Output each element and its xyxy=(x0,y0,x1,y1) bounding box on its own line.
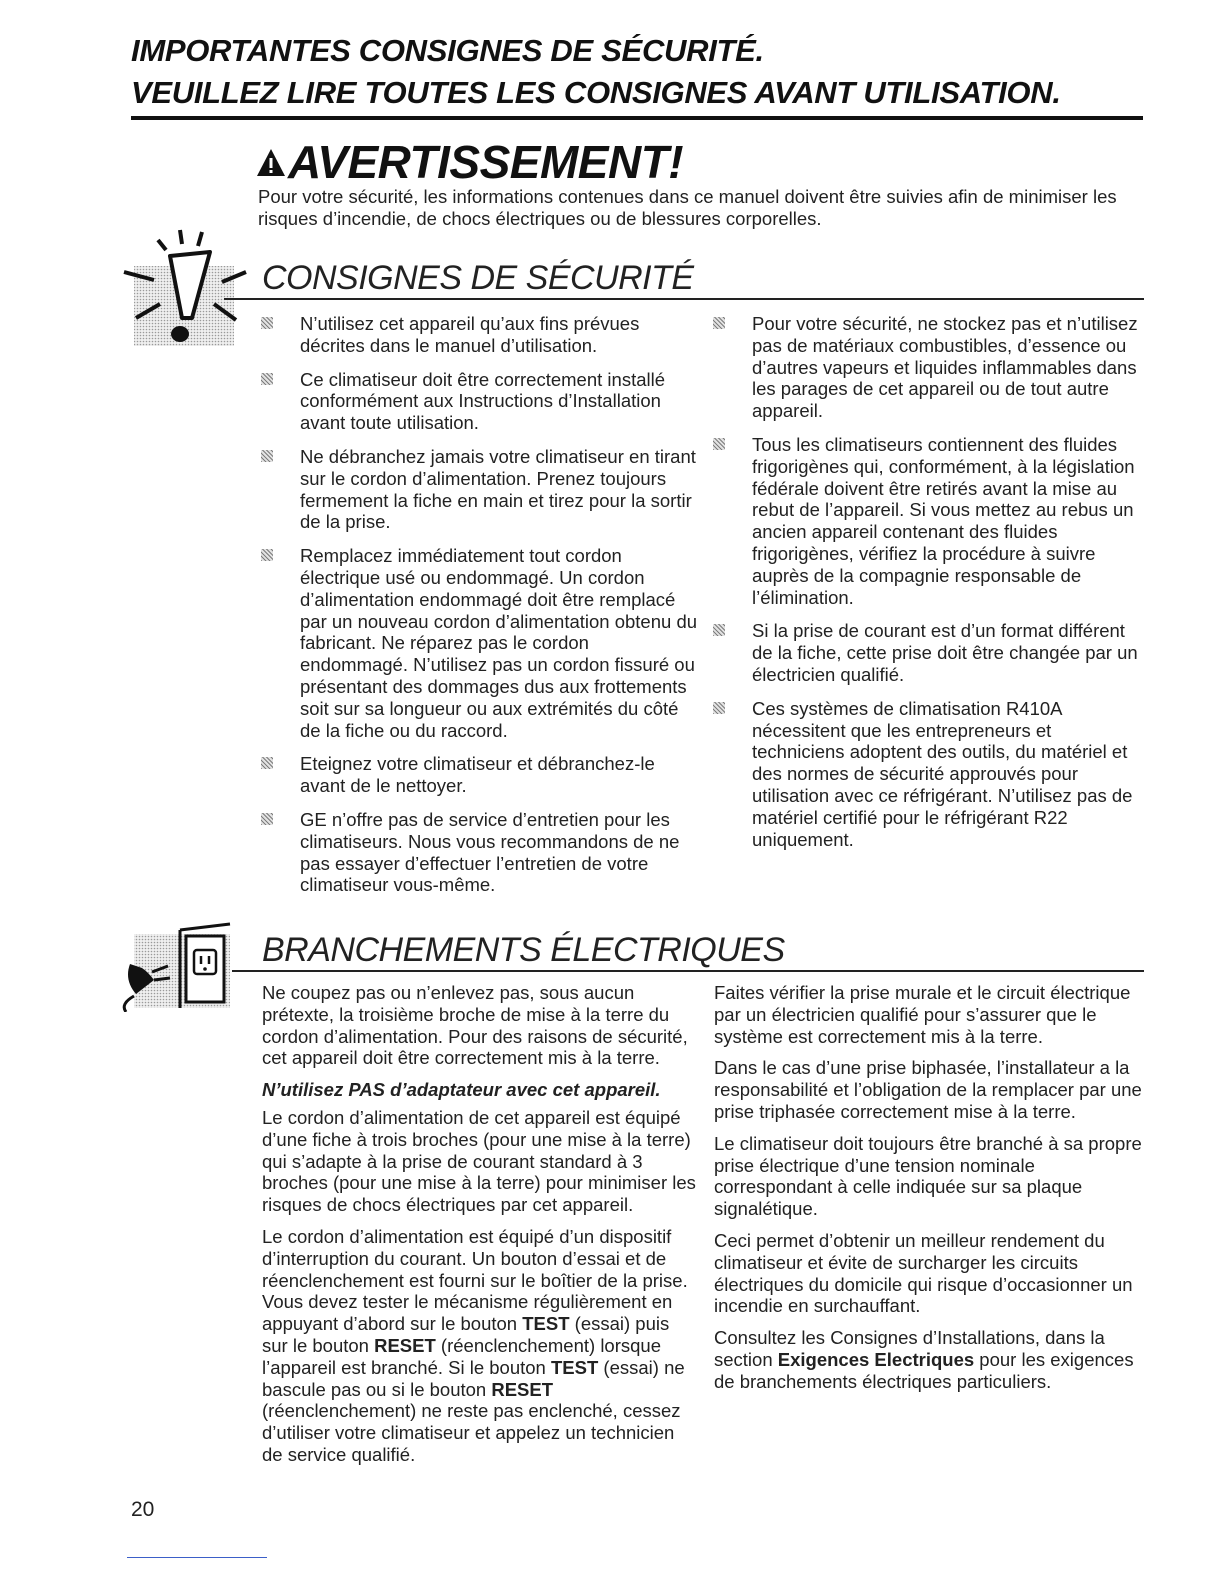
electrical-right-paragraph: Dans le cas d’une prise biphasée, l’installateur a la responsabilité et l’obligation de la remplacer par une prise triphasée correctement mise à la terre. xyxy=(714,1057,1142,1122)
text-run: (réenclenchement) ne reste pas enclenché, cessez d’utiliser votre climatiseur et appelez un technicien de service qualifié. xyxy=(262,1400,681,1465)
warning-triangle-icon xyxy=(256,148,286,178)
safety-item: Ne débranchez jamais votre climatiseur en tirant sur le cordon d’alimentation. Prenez toujours fermement la fiche en main et tirez pour la sortir de la prise. xyxy=(258,446,698,533)
test-button-label: TEST xyxy=(522,1313,570,1335)
electrical-left-paragraph: Ne coupez pas ou n’enlevez pas, sous aucun prétexte, la troisième broche de mise à la terre du cordon d’alimentation. Pour des raisons de sécurité, cet appareil doit être correctement mis à la terre. xyxy=(262,982,688,1069)
text-run: (essai) ne bascule pas ou si le bouton xyxy=(262,1356,685,1400)
safety-item: Ce climatiseur doit être correctement installé conformément aux Instructions d’Installation avant toute utilisation. xyxy=(258,369,698,434)
reset-button-label: RESET xyxy=(374,1334,436,1356)
safety-item: Eteignez votre climatiseur et débranchez-le avant de le nettoyer. xyxy=(258,753,698,797)
electrical-right-paragraph: Le climatiseur doit toujours être branché à sa propre prise électrique d’une tension nominale correspondant à celle indiquée sur sa plaque signalétique. xyxy=(714,1132,1142,1220)
bottom-rule xyxy=(127,1557,267,1558)
safety-item: Remplacez immédiatement tout cordon électrique usé ou endommagé. Un cordon d’alimentation endommagé doit être remplacé par un nouveau cordon d’alimentation obtenu du fabricant. Ne réparez pas le cordon endommagé. N’utilisez pas un cordon fissuré ou présentant des dommages dus aux frottements soit sur sa longueur ou aux extrémités du côté de la fiche ou du raccord. xyxy=(258,545,698,741)
header-line-1: IMPORTANTES CONSIGNES DE SÉCURITÉ. xyxy=(131,33,764,68)
page-number: 20 xyxy=(131,1498,155,1521)
safety-right-column xyxy=(710,313,1148,862)
safety-item: Ces systèmes de climatisation R410A nécessitent que les entrepreneurs et techniciens adoptent des outils, du matériel et des normes de sécurité approuvés pour utilisation avec ce réfrigérant. N’utilisez pas de matériel certifié pour le réfrigérant R22 uniquement. xyxy=(710,698,1148,851)
safety-item: Pour votre sécurité, ne stockez pas et n’utilisez pas de matériaux combustibles, d’essence ou d’autres vapeurs et liquides inflammables dans les parages de cet appareil ou de tout autre appareil. xyxy=(710,313,1148,422)
electrical-requirements-ref: Exigences Electriques xyxy=(777,1348,975,1370)
text-run: Le cordon d’alimentation est équipé d’un dispositif d’interruption du courant. Un bouton d’essai et de réenclenchement est fourni sur le boîtier de la prise. Vous devez tester le mécanisme régulièrement en appuyant d’abord sur le bouton xyxy=(262,1225,688,1335)
safety-item: GE n’offre pas de service d’entretien pour les climatiseurs. Nous vous recommandons de ne pas essayer d’effectuer l’entretien de votre climatiseur vous-même. xyxy=(258,809,698,896)
text-run: (essai) puis sur le bouton xyxy=(262,1313,670,1356)
reset-button-label: RESET xyxy=(491,1378,554,1400)
electrical-left-paragraph xyxy=(262,1226,696,1466)
safety-item: N’utilisez cet appareil qu’aux fins prévues décrites dans le manuel d’utilisation. xyxy=(258,313,698,357)
test-button-label: TEST xyxy=(551,1356,599,1378)
safety-item: Tous les climatiseurs contiennent des fluides frigorigènes qui, conformément, à la législation fédérale doivent être retirés avant la mise au rebut de l’appareil. Si vous mettez au rebus un ancien appareil contenant des fluides frigorigènes, vérifiez la procédure à suivre auprès de la compagnie responsable de l’élimination. xyxy=(710,434,1148,608)
electrical-right-paragraph xyxy=(714,1327,1146,1392)
header-rule xyxy=(131,116,1143,120)
electrical-section-title: BRANCHEMENTS ÉLECTRIQUES xyxy=(262,931,785,969)
safety-left-column xyxy=(258,313,698,908)
warning-body: Pour votre sécurité, les informations contenues dans ce manuel doivent être suivies afin de minimiser les risques d’incendie, de chocs électriques ou de blessures corporelles. xyxy=(258,186,1117,229)
warning-heading xyxy=(256,134,683,190)
electrical-left-column xyxy=(262,982,696,1476)
safety-item: Si la prise de courant est d’un format différent de la fiche, cette prise doit être changée par un électricien qualifié. xyxy=(710,620,1148,685)
electrical-right-paragraph: Ceci permet d’obtenir un meilleur rendement du climatiseur et évite de surcharger les circuits électriques du domicile qui risque d’occasionner un incendie en surchauffant. xyxy=(714,1229,1133,1317)
safety-section-title: CONSIGNES DE SÉCURITÉ xyxy=(262,259,694,297)
exclamation-alert-icon xyxy=(118,226,250,348)
warning-title: AVERTISSEMENT! xyxy=(288,136,684,188)
electrical-section-rule xyxy=(232,970,1144,972)
electrical-plug-icon xyxy=(120,920,232,1012)
adapter-warning: N’utilisez PAS d’adaptateur avec cet appareil. xyxy=(262,1079,661,1101)
text-run: (réenclenchement) lorsque l’appareil est branché. Si le bouton xyxy=(262,1334,661,1378)
electrical-left-paragraph: Le cordon d’alimentation de cet appareil est équipé d’une fiche à trois broches (pour une mise à la terre) qui s’adapte à la prise de courant standard à 3 broches (pour une mise à la terre) pour minimiser les risques de chocs électriques par cet appareil. xyxy=(262,1106,696,1216)
electrical-right-paragraph: Faites vérifier la prise murale et le circuit électrique par un électricien qualifié pour s’assurer que le système est correctement mis à la terre. xyxy=(714,982,1131,1047)
text-run: pour les exigences de branchements électriques particuliers. xyxy=(714,1348,1134,1392)
safety-section-rule xyxy=(224,298,1144,300)
electrical-right-column xyxy=(714,982,1146,1403)
text-run: Consultez les Consignes d’Installations, dans la section xyxy=(714,1327,1105,1370)
header-line-2: VEUILLEZ LIRE TOUTES LES CONSIGNES AVANT UTILISATION. xyxy=(131,75,1061,110)
